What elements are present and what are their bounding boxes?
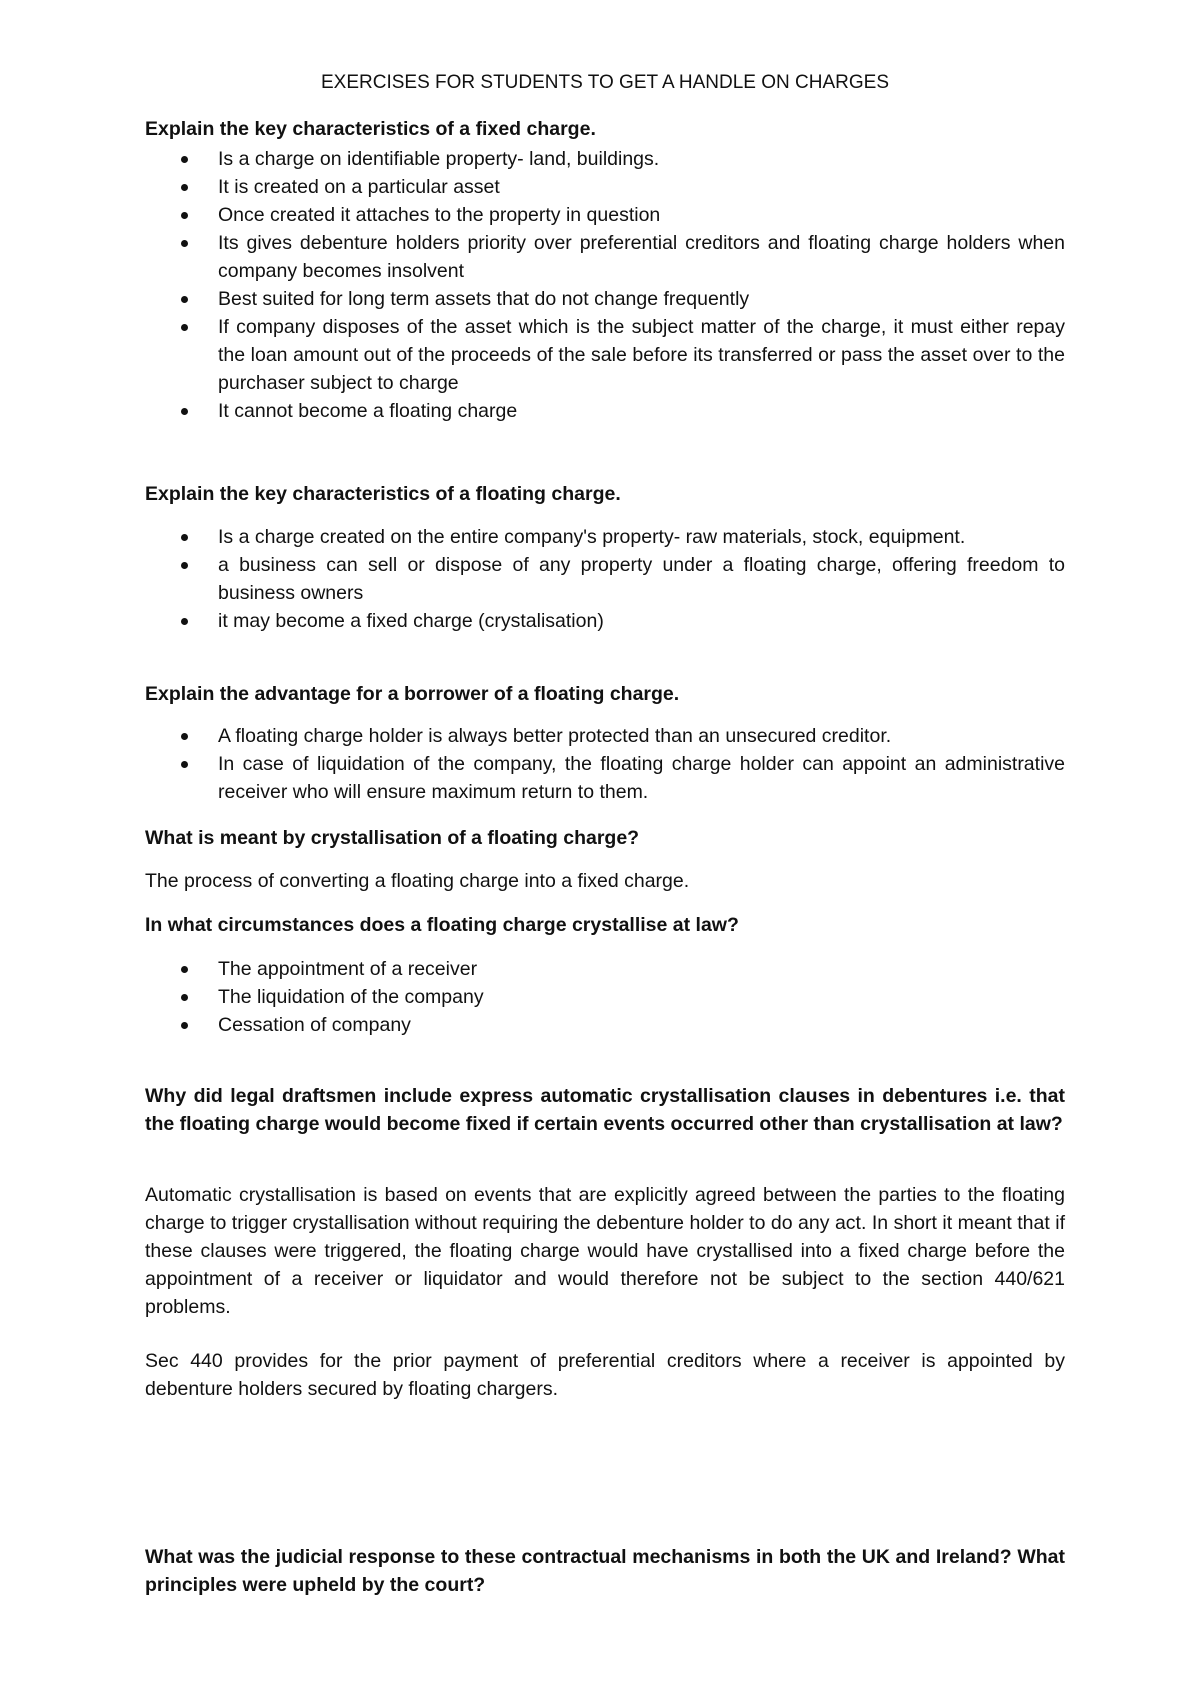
circumstances-list	[145, 955, 1065, 1039]
bullet-icon	[181, 156, 188, 163]
bullet-icon	[181, 733, 188, 740]
list-item: In case of liquidation of the company, the floating charge holder can appoint an administrative receiver who will ensure maximum return to them.	[145, 750, 1065, 806]
bullet-icon	[181, 212, 188, 219]
list-item: a business can sell or dispose of any property under a floating charge, offering freedom to business owners	[145, 551, 1065, 607]
bullet-icon	[181, 1022, 188, 1029]
answer-paragraph-2: Sec 440 provides for the prior payment of preferential creditors where a receiver is appointed by debenture holders secured by floating chargers.	[145, 1350, 1065, 1400]
question-judicial-response: What was the judicial response to these contractual mechanisms in both the UK and Ireland? What principles were upheld by the court?	[145, 1546, 1065, 1596]
list-item: Cessation of company	[145, 1011, 1065, 1039]
question-advantage: Explain the advantage for a borrower of a floating charge.	[145, 683, 680, 705]
answer-paragraph-1: Automatic crystallisation is based on events that are explicitly agreed between the parties to the floating charge to trigger crystallisation without requiring the debenture holder to do any act. In short it meant that if these clauses were triggered, the floating charge would have crystallised into a fixed charge before the appointment of a receiver or liquidator and would therefore not be subject to the section 440/621 problems.	[145, 1184, 1065, 1318]
list-item: The appointment of a receiver	[145, 955, 1065, 983]
list-item: A floating charge holder is always better protected than an unsecured creditor.	[145, 722, 1065, 750]
list-item: it may become a fixed charge (crystalisation)	[145, 607, 1065, 635]
list-item: Is a charge on identifiable property- land, buildings.	[145, 145, 1065, 173]
list-item: The liquidation of the company	[145, 983, 1065, 1011]
list-item: Is a charge created on the entire company's property- raw materials, stock, equipment.	[145, 523, 1065, 551]
question-fixed-charge: Explain the key characteristics of a fixed charge.	[145, 118, 596, 140]
bullet-icon	[181, 966, 188, 973]
floating-charge-list	[145, 523, 1065, 635]
list-item: Once created it attaches to the property in question	[145, 201, 1065, 229]
question-crystallisation: What is meant by crystallisation of a floating charge?	[145, 827, 640, 849]
bullet-icon	[181, 184, 188, 191]
page-title: EXERCISES FOR STUDENTS TO GET A HANDLE ON CHARGES	[320, 72, 889, 93]
bullet-icon	[181, 761, 188, 768]
question-automatic-crystallisation: Why did legal draftsmen include express automatic crystallisation clauses in debentures i.e. that the floating charge would become fixed if certain events occurred other than crystallisation at law?	[145, 1085, 1065, 1135]
list-item: If company disposes of the asset which is the subject matter of the charge, it must either repay the loan amount out of the proceeds of the sale before its transferred or pass the asset over to the purchaser subject to charge	[145, 313, 1065, 397]
fixed-charge-list	[145, 145, 1065, 425]
question-circumstances: In what circumstances does a floating charge crystallise at law?	[145, 914, 739, 936]
list-item: It is created on a particular asset	[145, 173, 1065, 201]
bullet-icon	[181, 562, 188, 569]
list-item: Its gives debenture holders priority over preferential creditors and floating charge holders when company becomes insolvent	[145, 229, 1065, 285]
bullet-icon	[181, 408, 188, 415]
bullet-icon	[181, 324, 188, 331]
advantage-list	[145, 722, 1065, 806]
question-floating-charge: Explain the key characteristics of a floating charge.	[145, 483, 621, 505]
bullet-icon	[181, 994, 188, 1001]
bullet-icon	[181, 534, 188, 541]
bullet-icon	[181, 618, 188, 625]
bullet-icon	[181, 240, 188, 247]
list-item: It cannot become a floating charge	[145, 397, 1065, 425]
answer-crystallisation: The process of converting a floating charge into a fixed charge.	[145, 870, 690, 892]
bullet-icon	[181, 296, 188, 303]
list-item: Best suited for long term assets that do not change frequently	[145, 285, 1065, 313]
